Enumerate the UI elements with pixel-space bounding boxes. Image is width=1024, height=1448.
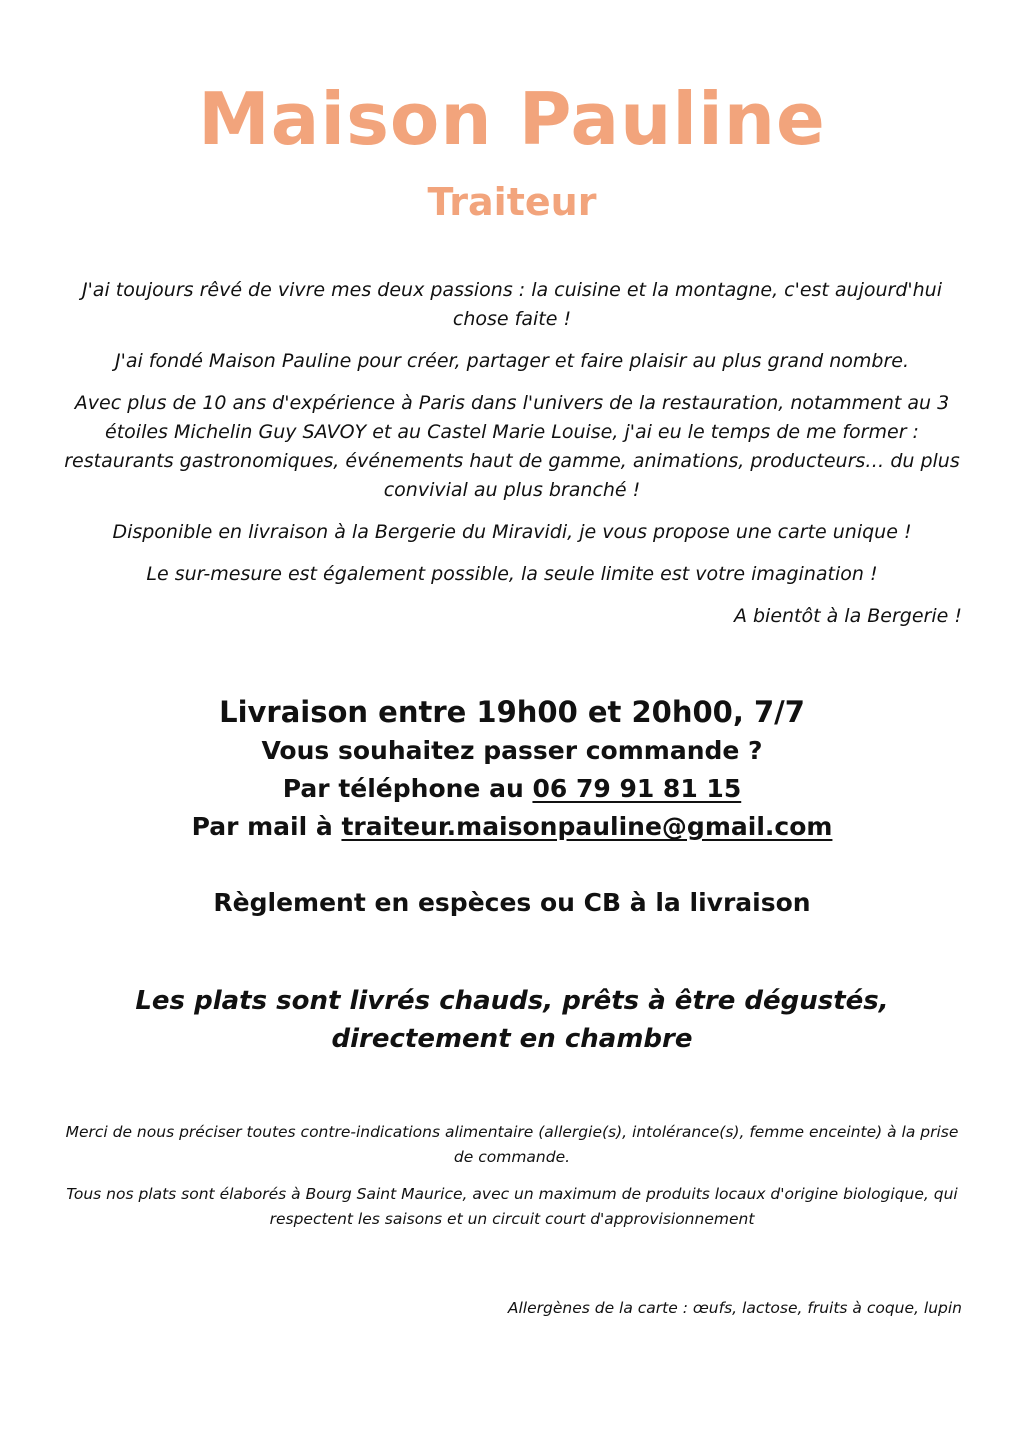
local-products-note: Tous nos plats sont élaborés à Bourg Saint Maurice, avec un maximum de produits locaux d'origine biologique, qui respectent les saisons et un circuit court d'approvisionnement: [66, 1185, 958, 1228]
intro-paragraph-passions: J'ai toujours rêvé de vivre mes deux passions : la cuisine et la montagne, c'est aujourd'hui chose faite !: [81, 279, 942, 330]
brand-subtitle: Traiteur: [427, 180, 597, 224]
delivery-info: [0, 692, 1024, 846]
email-line: [0, 808, 1024, 846]
contraindications-note: Merci de nous préciser toutes contre-indications alimentaire (allergie(s), intolérance(s), femme enceinte) à la prise de commande.: [65, 1123, 959, 1166]
delivery-hours: Livraison entre 19h00 et 20h00, 7/7: [219, 695, 805, 729]
dietary-notes: [60, 1120, 964, 1244]
phone-line: [0, 770, 1024, 808]
allergens-note: Allergènes de la carte : œufs, lactose, fruits à coque, lupin: [507, 1299, 962, 1317]
intro-paragraph-founded: J'ai fondé Maison Pauline pour créer, partager et faire plaisir au plus grand nombre.: [115, 350, 909, 372]
intro-paragraph-experience: Avec plus de 10 ans d'expérience à Paris dans l'univers de la restauration, notamment au 3 étoiles Michelin Guy SAVOY et au Castel Marie Louise, j'ai eu le temps de me former : restaurants gastronomiques, événements haut de gamme, animations, producteurs… du plus convivial au plus branché !: [64, 392, 960, 501]
brand-title: Maison Pauline: [198, 77, 826, 161]
hot-dishes-notice: Les plats sont livrés chauds, prêts à être dégustés, directement en chambre: [135, 986, 889, 1054]
intro-signoff: A bientôt à la Bergerie !: [733, 605, 962, 627]
intro-paragraph-delivery: Disponible en livraison à la Bergerie du Miravidi, je vous propose une carte unique !: [112, 521, 912, 543]
intro-text: [60, 276, 964, 644]
email-link[interactable]: traiteur.maisonpauline@gmail.com: [341, 812, 833, 841]
intro-paragraph-custom: Le sur-mesure est également possible, la seule limite est votre imagination !: [146, 563, 878, 585]
order-question: Vous souhaitez passer commande ?: [261, 736, 763, 765]
email-label: Par mail à: [191, 812, 342, 841]
phone-link[interactable]: 06 79 91 81 15: [532, 774, 742, 803]
phone-label: Par téléphone au: [282, 774, 533, 803]
payment-info: Règlement en espèces ou CB à la livraison: [213, 888, 811, 917]
